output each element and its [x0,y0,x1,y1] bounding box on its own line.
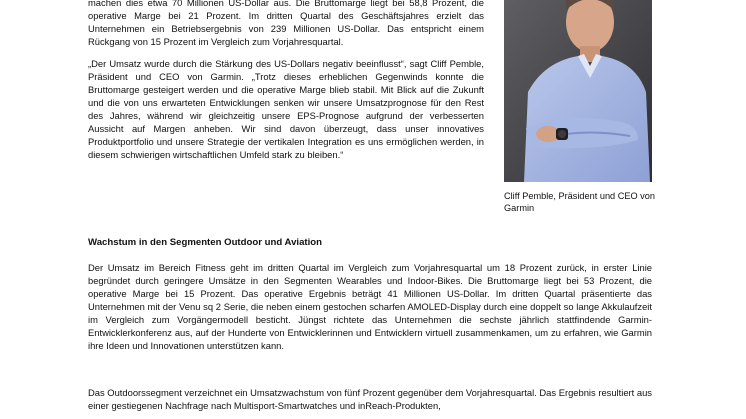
section-heading: Wachstum in den Segmenten Outdoor und Aviation [88,237,322,248]
paragraph-results: machen dies etwa 70 Millionen US-Dollar aus. Die Bruttomarge liegt bei 58,8 Prozent, die operative Marge bei 21 Prozent. Im dritten Quartal des Geschäftsjahres erzielt das Unternehmen ein Betriebsergebnis von 239 Millionen US-Dollar. Das entspricht einem Rückgang von 15 Prozent im Vergleich zum Vorjahresquartal. [88,0,484,47]
left-text-column [88,0,484,170]
paragraph-ceo-quote: „Der Umsatz wurde durch die Stärkung des US-Dollars negativ beeinflusst“, sagt Cliff Pemble, Präsident und CEO von Garmin. „Trotz dieses erheblichen Gegenwinds konnte die Bruttomarge gesteigert werden und die operative Marge blieb stabil. Mit Blick auf die Zukunft und die von uns erwarteten Entwicklungen senken wir unsere Umsatzprognose für den Rest des Jahres, während wir gleichzeitig unsere EPS-Prognose aufgrund der verbesserten Aussicht auf Margen anheben. Wir sind davon überzeugt, dass unser innovatives Produktportfolio und unsere Strategie der vertikalen Integration es uns ermöglichen werden, in diesem schwierigen wirtschaftlichen Umfeld stark zu bleiben.“ [88,58,484,160]
ceo-portrait-image [504,0,652,182]
paragraph-fitness: Der Umsatz im Bereich Fitness geht im dritten Quartal im Vergleich zum Vorjahresquartal um 18 Prozent zurück, in erster Linie begründet durch geringere Umsätze in den Segmenten Wearables und Indoor-Bikes. Die Bruttomarge liegt bei 53 Prozent, die operative Marge bei 15 Prozent. Das operative Ergebnis beträgt 41 Millionen US-Dollar. Im dritten Quartal präsentierte das Unternehmen mit der Venu sq 2 Serie, die neben einem gestochen scharfen AMOLED-Display durch eine doppelt so lange Akkulaufzeit im Vergleich zum Vorgängermodell besticht. Jüngst richtete das Unternehmen die sechste jährlich stattfindende Garmin-Entwicklerkonferenz aus, auf der Hunderte von Entwicklerinnen und Entwicklern virtuell zusammenkamen, um zu erfahren, wie Garmin ihre Ideen und Innovationen unterstützen kann. [88,262,652,351]
ceo-photo [504,0,652,182]
paragraph-outdoor: Das Outdoorssegment verzeichnet ein Umsatzwachstum von fünf Prozent gegenüber dem Vorjahresquartal. Das Ergebnis resultiert aus einer gestiegenen Nachfrage nach Multisport-Smartwatches und inReach-Produkten, [88,387,652,411]
photo-caption: Cliff Pemble, Präsident und CEO von Garmin [504,191,655,213]
